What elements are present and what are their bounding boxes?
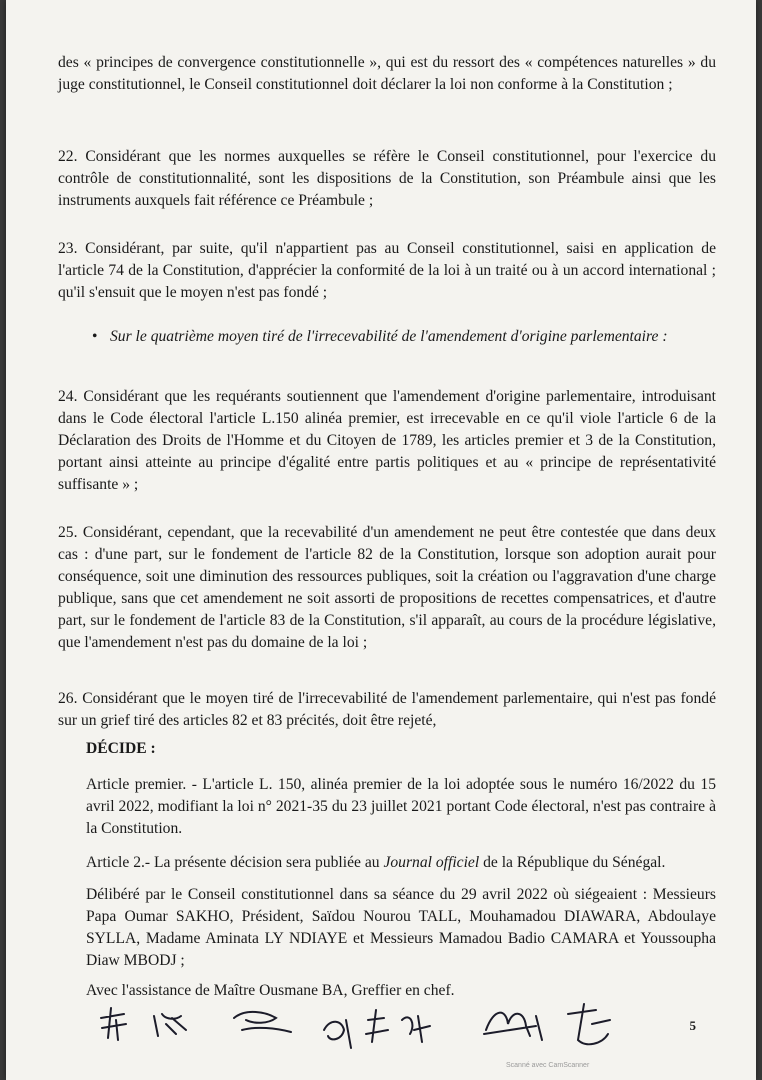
article-2-text-start: Article 2.- La présente décision sera publiée au xyxy=(86,854,384,871)
scanner-watermark: Scanné avec CamScanner xyxy=(506,1062,590,1069)
decision-heading: DÉCIDE : xyxy=(86,740,156,757)
article-premier: Article premier. - L'article L. 150, alinéa premier de la loi adoptée sous le numéro 16/2022 du 15 avril 2022, modifiant la loi n° 2021-35 du 23 juillet 2021 portant Code électoral, n'est pas contraire à la Constitution. xyxy=(86,776,716,837)
article-2-text-end: de la République du Sénégal. xyxy=(479,854,666,871)
bullet-icon: • xyxy=(92,328,98,345)
article-2 xyxy=(86,852,716,874)
paragraph-25: 25. Considérant, cependant, que la recevabilité d'un amendement ne peut être contestée que dans deux cas : d'une part, sur le fondement de l'article 82 de la Constitution, lorsque son adoption aurait pour conséquence, soit une diminution des ressources publiques, soit la création ou l'aggravation d'une charge publique, sans que cet amendement ne soit assorti de propositions de recettes compensatrices, et d'autre part, sur le fondement de l'article 83 de la Constitution, s'il apparaît, au cours de la procédure législative, que l'amendement n'est pas du domaine de la loi ; xyxy=(58,524,716,651)
paragraph-23: 23. Considérant, par suite, qu'il n'appartient pas au Conseil constitutionnel, saisi en application de l'article 74 de la Constitution, d'apprécier la conformité de la loi à un traité ou à un accord international ; qu'il s'ensuit que le moyen n'est pas fondé ; xyxy=(58,240,716,301)
paragraph-intro: des « principes de convergence constitutionnelle », qui est du ressort des « compétences naturelles » du juge constitutionnel, le Conseil constitutionnel doit déclarer la loi non conforme à la Constitution ; xyxy=(58,54,716,93)
page-number: 5 xyxy=(689,1018,696,1033)
paragraph-24: 24. Considérant que les requérants soutiennent que l'amendement d'origine parlementaire, introduisant dans le Code électoral l'article L.150 alinéa premier, est irrecevable en ce qu'il viole l'article 6 de la Déclaration des Droits de l'Homme et du Citoyen de 1789, les articles premier et 3 de la Constitution, portant ainsi atteinte au principe d'égalité entre partis politiques et au « principe de représentativité suffisante » ; xyxy=(58,388,716,493)
signatures-image xyxy=(6,990,756,1060)
paragraph-22: 22. Considérant que les normes auxquelles se réfère le Conseil constitutionnel, pour l'exercice du contrôle de constitutionnalité, sont les dispositions de la Constitution, son Préambule ainsi que les instruments auxquels fait référence ce Préambule ; xyxy=(58,148,716,209)
section-bullet xyxy=(92,326,720,348)
paragraph-26: 26. Considérant que le moyen tiré de l'irrecevabilité de l'amendement parlementaire, qui n'est pas fondé sur un grief tiré des articles 82 et 83 précités, doit être rejeté, xyxy=(58,690,716,729)
bullet-text: Sur le quatrième moyen tiré de l'irrecevabilité de l'amendement d'origine parlementaire : xyxy=(110,328,668,345)
document-page xyxy=(6,0,756,1080)
assistance-text: Avec l'assistance de Maître Ousmane BA, Greffier en chef. xyxy=(86,982,455,999)
journal-title: Journal officiel xyxy=(383,854,480,871)
deliberation-text: Délibéré par le Conseil constitutionnel dans sa séance du 29 avril 2022 où siégeaient : Messieurs Papa Oumar SAKHO, Président, Saïdou Nourou TALL, Mouhamadou DIAWARA, Abdoulaye SYLLA, Madame Aminata LY NDIAYE et Messieurs Mamadou Badio CAMARA et Youssoupha Diaw MBODJ ; xyxy=(86,886,716,969)
